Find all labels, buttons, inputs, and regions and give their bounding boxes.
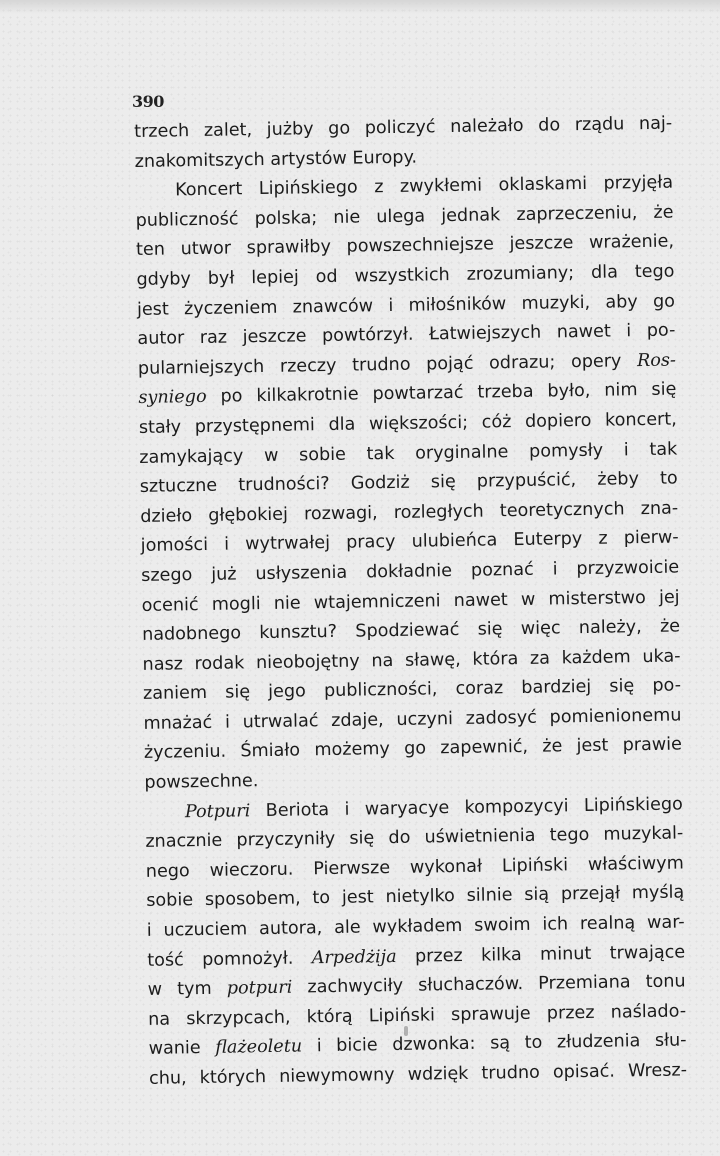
text-segment: nadobnego kunsztu? Spodziewać się więc należy, że — [141, 616, 681, 646]
text-segment: pularniejszych rzeczy trudno pojąć odrazu; opery — [137, 350, 638, 379]
page-number: 390 — [132, 92, 164, 111]
text-segment: wanie — [148, 1038, 216, 1060]
text-segment: tość pomnożył. — [147, 947, 312, 971]
text-segment: i bicie dzwonka: są to złudzenia słu- — [302, 1030, 687, 1057]
ink-mark — [404, 1026, 408, 1036]
text-segment: mnażać i utrwalać zdaje, uczyni zadosyć pomienionemu — [143, 705, 682, 734]
text-segment: przez kilka minut trwające — [396, 942, 686, 967]
text-segment: nasz rodak nieobojętny na sławę, która za każdem uka- — [142, 646, 681, 675]
text-segment: zamykający w sobie tak oryginalne pomysły i tak — [139, 439, 678, 468]
text-segment: i uczuciem autora, ale wykładem swoim ich realną war- — [146, 912, 685, 941]
text-segment: Beriota i waryacye kompozycyi Lipińskiego — [250, 794, 684, 821]
italic-text: Potpuri — [184, 800, 251, 822]
body-text — [134, 110, 687, 1095]
text-segment: nego wieczoru. Pierwsze wykonał Lipiński właściwym — [145, 853, 684, 882]
text-segment: chu, których niewymowny wdzięk trudno opisać. Wresz- — [148, 1060, 688, 1089]
text-segment: w tym — [147, 978, 227, 1001]
text-segment: jomości i wytrwałej pracy ulubieńca Euterpy z pierw- — [140, 527, 679, 557]
italic-text: potpuri — [226, 977, 293, 999]
italic-text: syniego — [138, 387, 207, 409]
text-segment: znakomitszych artystów Europy. — [134, 147, 418, 172]
text-segment: sobie sposobem, to jest nietylko silnie sią przejął myślą — [146, 882, 685, 912]
italic-text: flażeoletu — [215, 1036, 303, 1059]
italic-text: Ros- — [636, 350, 677, 371]
text-segment: publiczność polska; nie ulega jednak zaprzeczeniu, że — [135, 202, 674, 231]
text-segment: zaniem się jego publiczności, coraz bardziej się po- — [142, 675, 682, 705]
italic-text: Arpedżija — [311, 946, 397, 968]
text-segment: życzeniu. Śmiało możemy go zapewnić, że jest prawie — [143, 734, 683, 764]
text-segment: ten utwor sprawiłby powszechniejsze jeszcze wrażenie, — [135, 231, 675, 261]
text-segment: Koncert Lipińskiego z zwykłemi oklaskami przyjęła — [174, 172, 674, 201]
text-segment: autor raz jeszcze powtórzył. Łatwiejszych nawet i po- — [137, 320, 676, 350]
page-top-edge — [0, 0, 720, 14]
text-segment: zachwyciły słuchaczów. Przemiana tonu — [292, 971, 686, 998]
text-segment: gdyby był lepiej od wszystkich zrozumiany; dla tego — [136, 261, 675, 290]
text-segment: stały przystępnemi dla większości; cóż dopiero koncert, — [138, 409, 677, 438]
text-segment: jest życzeniem znawców i miłośników muzyki, aby go — [136, 291, 676, 320]
text-segment: trzech zalet, jużby go policzyć należało do rządu naj- — [134, 113, 673, 142]
text-segment: na skrzypcach, którą Lipiński sprawuje przez naślado- — [148, 1001, 687, 1030]
text-segment: szego już usłyszenia dokładnie poznać i przyzwoicie — [141, 557, 680, 586]
text-segment: znacznie przyczyniły się do uświetnienia tego muzykal- — [145, 823, 684, 853]
text-segment: sztuczne trudności? Godziż się przypuścić, żeby to — [139, 468, 678, 498]
text-segment: powszechne. — [144, 771, 259, 793]
text-segment: ocenić mogli nie wtajemniczeni nawet w misterstwo jej — [141, 586, 680, 616]
text-segment: po kilkakrotnie powtarzać trzeba było, nim się — [206, 379, 677, 408]
text-segment: dzieło głębokiej rozwagi, rozległych teoretycznych zna- — [140, 498, 679, 527]
